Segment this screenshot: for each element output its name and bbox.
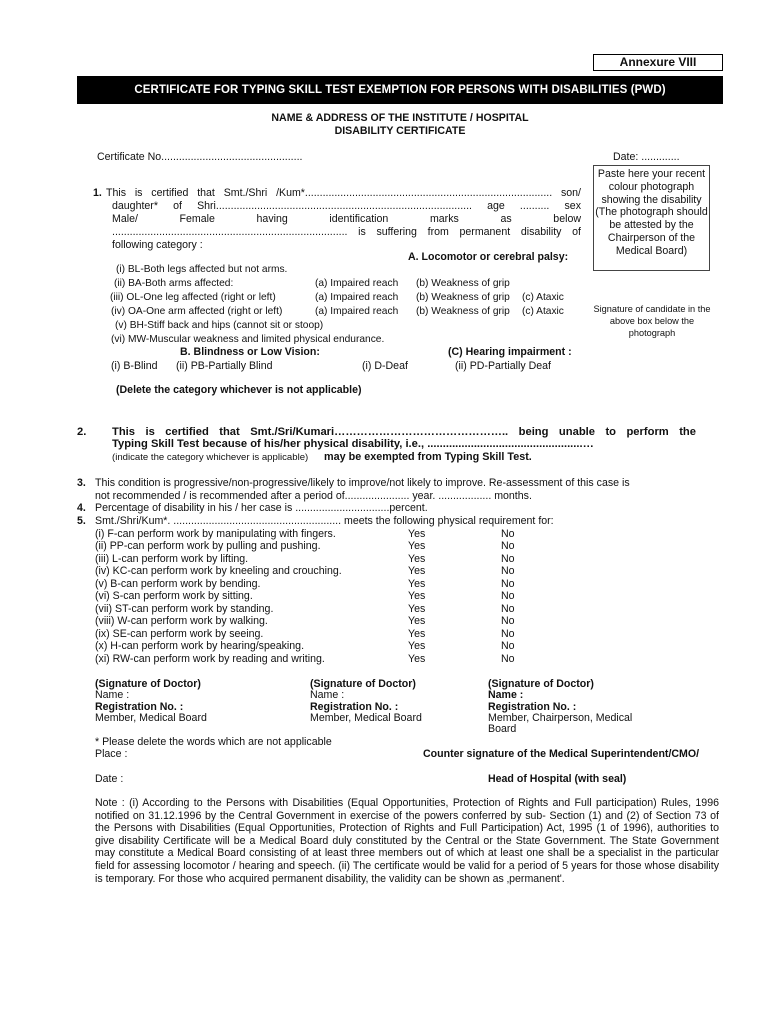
doctor-signature-3-title: (Signature of Doctor) (488, 678, 594, 690)
requirement-row-5-no: No (501, 577, 515, 590)
locomotor-item-2: (ii) BA-Both arms affected: (114, 278, 234, 289)
annexure-label: Annexure VIII (593, 54, 723, 71)
locomotor-item-3-a: (a) Impaired reach (315, 292, 399, 303)
requirement-row-3-label: (iii) L-can perform work by lifting. (95, 552, 249, 565)
requirement-row-1-label: (i) F-can perform work by manipulating with fingers. (95, 528, 336, 540)
institute-heading: NAME & ADDRESS OF THE INSTITUTE / HOSPITAL (271, 112, 529, 124)
requirement-row-4-label: (iv) KC-can perform work by kneeling and crouching. (95, 565, 342, 578)
blindness-item-2: (ii) PB-Partially Blind (176, 360, 273, 372)
section-2-number: 2. (77, 426, 87, 438)
doctor-signature-2-registration: Registration No. : (310, 701, 399, 713)
locomotor-item-6: (vi) MW-Muscular weakness and limited physical endurance. (111, 334, 385, 345)
hearing-heading: (C) Hearing impairment : (448, 346, 572, 358)
section-1-line-3: Male/ Female having identification marks as below (112, 213, 581, 225)
requirement-row-2-yes: Yes (408, 540, 426, 553)
requirement-row-10-no: No (501, 640, 515, 653)
requirement-row-9-label: (ix) SE-can perform work by seeing. (95, 627, 264, 640)
requirement-row-6-label: (vi) S-can perform work by sitting. (95, 590, 253, 603)
blindness-item-1: (i) B-Blind (111, 360, 158, 372)
doctor-signature-3-name: Name : (488, 689, 524, 701)
requirement-row-7-label: (vii) ST-can perform work by standing. (95, 602, 274, 615)
photo-box: Paste here your recent colour photograph showing the disability (The photograph should be attested by the Chairperson of the Medical Board) (593, 165, 710, 271)
section-1-line-2: daughter* of Shri....................................................................................... age .......... sex (112, 200, 581, 212)
section-5-intro: Smt./Shri/Kum*. ......................................................... meets the following physical requirement for: (95, 515, 554, 527)
locomotor-item-4-b: (b) Weakness of grip (416, 306, 510, 317)
doctor-signature-2-role: Member, Medical Board (310, 712, 422, 724)
section-2-indicate-note: (indicate the category whichever is applicable) (112, 452, 309, 463)
requirement-row-5-label: (v) B-can perform work by bending. (95, 577, 261, 590)
requirement-row-6-yes: Yes (408, 590, 426, 603)
head-of-hospital-label: Head of Hospital (with seal) (488, 773, 627, 785)
date-label: Date : (95, 773, 124, 785)
section-2-line-1: This is certified that Smt./Sri/Kumari……………………………………….. being unable to perform the (112, 426, 696, 438)
locomotor-item-3: (iii) OL-One leg affected (right or left) (110, 292, 276, 303)
locomotor-item-5: (v) BH-Stiff back and hips (cannot sit or stoop) (115, 320, 324, 331)
locomotor-item-2-a: (a) Impaired reach (315, 278, 399, 289)
hearing-item-1: (i) D-Deaf (362, 360, 408, 372)
section-3-line-2: not recommended / is recommended after a period of...................... year. .................. months. (95, 490, 532, 502)
requirement-row-9-no: No (501, 627, 515, 640)
requirement-row-1-no: No (501, 528, 515, 540)
doctor-signature-2-title: (Signature of Doctor) (310, 678, 416, 690)
delete-words-note: * Please delete the words which are not applicable (95, 736, 332, 748)
requirement-row-11-yes: Yes (408, 652, 426, 665)
requirement-row-7-no: No (501, 602, 515, 615)
doctor-signature-1-name: Name : (95, 689, 130, 701)
locomotor-item-3-c: (c) Ataxic (522, 292, 564, 303)
requirement-row-3-no: No (501, 552, 515, 565)
section-2-line-2: Typing Skill Test because of his/her physical disability, i.e., ..................................................… (112, 438, 594, 450)
locomotor-item-4: (iv) OA-One arm affected (right or left) (111, 306, 283, 317)
certificate-number-field: Certificate No................................................ (97, 151, 303, 163)
section-1-line-5: following category : (112, 239, 203, 251)
counter-signature-label: Counter signature of the Medical Superintendent/CMO/ (423, 748, 700, 760)
delete-category-note: (Delete the category whichever is not applicable) (116, 384, 362, 396)
section-2-exemption-text: may be exempted from Typing Skill Test. (324, 451, 532, 463)
note-paragraph: Note : (i) According to the Persons with Disabilities (Equal Opportunities, Protection of Rights and Full participation) Rules, 1996 notified on 31.12.1996 by the Central Government in exercise of the powers conferred by sub- Section (1) and (2) of Section 73 of the Persons with Disabilities (Equal Opportunities, Protection of Rights and Full Participation) Act, 1995 (1 of 1996), authorities to give disability Certificate will be a Medical Board duly constituted by the Central or the State Government. The State Government may constitute a Medical Board consisting of at least three members out of which at least one shall be a specialist in the particular field for assessing locomotor / hearing and speech. (ii) The certificate would be valid for a period of 5 years for those whose disability is temporary. For those who acquired permanent disability, the validity can be shown as ‚permanent'. (95, 797, 719, 885)
requirement-row-4-yes: Yes (408, 565, 426, 578)
locomotor-item-2-b: (b) Weakness of grip (416, 278, 510, 289)
section-3-line-1: This condition is progressive/non-progressive/likely to improve/not likely to improve. Re-assessment of this case is (95, 477, 630, 489)
section-4-text: Percentage of disability in his / her case is ................................percent. (95, 502, 428, 514)
disability-certificate-heading: DISABILITY CERTIFICATE (334, 125, 466, 137)
requirement-row-6-no: No (501, 590, 515, 603)
section-5-number: 5. (77, 515, 86, 527)
locomotor-item-1: (i) BL-Both legs affected but not arms. (116, 264, 288, 275)
requirement-row-1-yes: Yes (408, 528, 426, 540)
doctor-signature-3-registration: Registration No. : (488, 701, 577, 713)
locomotor-heading: A. Locomotor or cerebral palsy: (408, 251, 569, 263)
doctor-signature-3-role-continued: Board (488, 723, 517, 735)
requirement-row-7-yes: Yes (408, 602, 426, 615)
requirement-row-5-yes: Yes (408, 577, 426, 590)
requirement-row-11-no: No (501, 652, 515, 665)
requirement-row-10-yes: Yes (408, 640, 426, 653)
doctor-signature-1-role: Member, Medical Board (95, 712, 207, 724)
section-3-number: 3. (77, 477, 86, 489)
requirement-row-4-no: No (501, 565, 515, 578)
certificate-title-banner: CERTIFICATE FOR TYPING SKILL TEST EXEMPTION FOR PERSONS WITH DISABILITIES (PWD) (77, 76, 723, 104)
requirement-row-8-no: No (501, 615, 515, 628)
section-1-line-4: ................................................................................ is suffering from permanent disability of (112, 226, 581, 238)
doctor-signature-1-title: (Signature of Doctor) (95, 678, 201, 690)
locomotor-item-4-a: (a) Impaired reach (315, 306, 399, 317)
blindness-heading: B. Blindness or Low Vision: (180, 346, 320, 358)
requirement-row-9-yes: Yes (408, 627, 426, 640)
requirement-row-3-yes: Yes (408, 552, 426, 565)
requirement-row-2-no: No (501, 540, 515, 553)
requirement-row-10-label: (x) H-can perform work by hearing/speaking. (95, 640, 305, 653)
requirement-row-11-label: (xi) RW-can perform work by reading and writing. (95, 652, 325, 665)
locomotor-item-3-b: (b) Weakness of grip (416, 292, 510, 303)
place-label: Place : (95, 748, 128, 760)
requirement-row-8-yes: Yes (408, 615, 426, 628)
section-1-line-1: This is certified that Smt./Shri /Kum*.................................................................................... son/ (106, 187, 581, 199)
date-field: Date: ............. (613, 151, 680, 163)
locomotor-item-4-c: (c) Ataxic (522, 306, 564, 317)
doctor-signature-3-role: Member, Chairperson, Medical (488, 712, 633, 724)
doctor-signature-1-registration: Registration No. : (95, 701, 184, 713)
doctor-signature-2-name: Name : (310, 689, 345, 701)
requirement-row-8-label: (viii) W-can perform work by walking. (95, 615, 268, 628)
section-1-number: 1. (93, 187, 102, 199)
section-4-number: 4. (77, 502, 86, 514)
candidate-signature-note: Signature of candidate in the above box below the photograph (593, 304, 711, 338)
requirement-row-2-label: (ii) PP-can perform work by pulling and pushing. (95, 540, 321, 553)
hearing-item-2: (ii) PD-Partially Deaf (455, 360, 551, 372)
